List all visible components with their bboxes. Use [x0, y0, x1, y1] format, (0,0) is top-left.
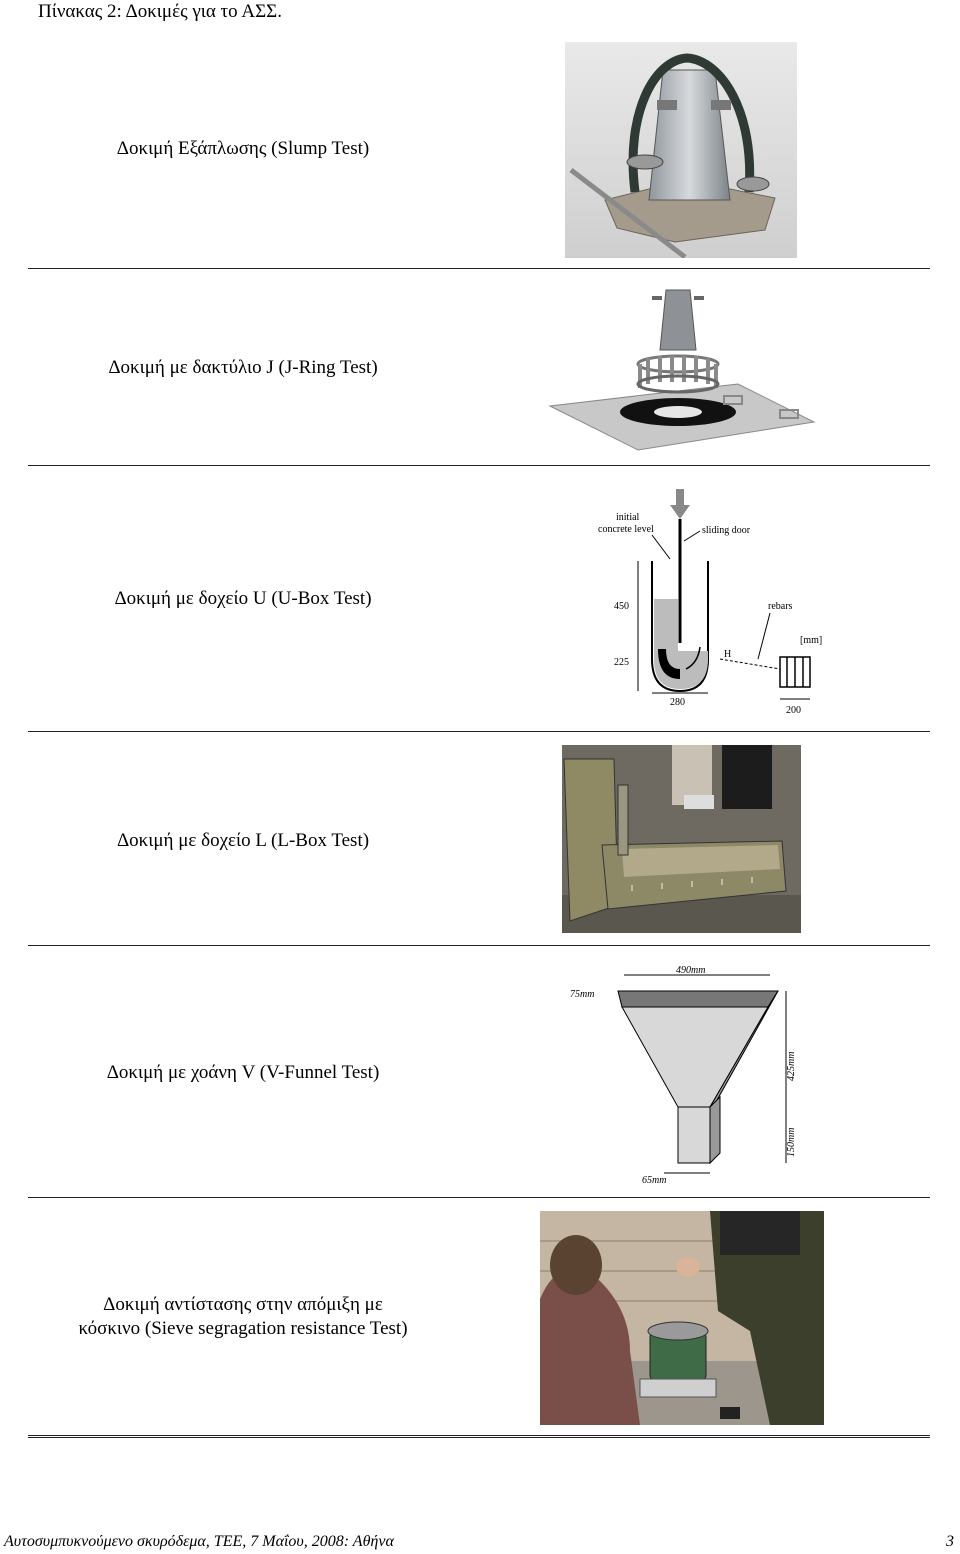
table-bottom-border — [28, 1435, 930, 1440]
v-funnel-diagram — [564, 961, 798, 1187]
ubox-hf-label: H — [724, 649, 732, 660]
row-divider — [28, 945, 930, 946]
j-ring-illustration — [548, 284, 818, 454]
ubox-initial-label: initial — [616, 512, 640, 523]
test-label-slump: Δοκιμή Εξάπλωσης (Slump Test) — [116, 138, 370, 159]
row-divider — [28, 465, 930, 466]
u-box-diagram — [560, 483, 840, 717]
ubox-200-label: 200 — [786, 705, 801, 716]
ubox-225-label: 225 — [614, 657, 629, 668]
ubox-concrete-level-label: concrete level — [598, 524, 654, 535]
vfunnel-height-outlet: 150mm — [786, 1127, 797, 1157]
slump-cone-photo — [565, 42, 797, 258]
test-row-lbox — [28, 733, 930, 945]
ubox-280-label: 280 — [670, 697, 685, 708]
page-number: 3 — [946, 1533, 954, 1550]
vfunnel-top-depth: 75mm — [570, 989, 595, 1000]
vfunnel-top-width: 490mm — [676, 965, 706, 976]
ubox-450-label: 450 — [614, 601, 629, 612]
row-divider — [28, 268, 930, 269]
l-box-photo — [562, 745, 801, 933]
ubox-unit-label: [mm] — [800, 635, 823, 646]
test-label-vfunnel: Δοκιμή με χοάνη V (V-Funnel Test) — [106, 1062, 380, 1083]
row-divider — [28, 1197, 930, 1198]
test-label-sieve — [28, 1293, 458, 1341]
test-row-vfunnel — [28, 947, 930, 1197]
test-row-jring — [28, 270, 930, 466]
footer-text: Αυτοσυμπυκνούμενο σκυρόδεμα, ΤΕΕ, 7 Μαΐου, 2008: Αθήνα — [4, 1533, 394, 1550]
test-label-lbox: Δοκιμή με δοχείο L (L-Box Test) — [116, 830, 370, 851]
test-label-sieve-line2: κόσκινο (Sieve segragation resistance Test) — [78, 1318, 408, 1339]
test-row-ubox — [28, 467, 930, 731]
row-divider — [28, 731, 930, 732]
vfunnel-height-cone: 425mm — [786, 1051, 797, 1081]
test-label-ubox: Δοκιμή με δοχείο U (U-Box Test) — [114, 588, 372, 609]
test-label-sieve-line1: Δοκιμή αντίστασης στην απόμιξη με — [103, 1294, 383, 1315]
test-label-jring: Δοκιμή με δακτύλιο J (J-Ring Test) — [108, 357, 378, 378]
test-row-slump — [28, 40, 930, 268]
ubox-sliding-door-label: sliding door — [702, 525, 751, 536]
table-caption: Πίνακας 2: Δοκιμές για το ΑΣΣ. — [38, 1, 282, 22]
page-footer — [4, 1532, 954, 1552]
test-row-sieve — [28, 1199, 930, 1435]
sieve-test-photo — [540, 1211, 824, 1425]
vfunnel-outlet-width: 65mm — [642, 1175, 667, 1186]
ubox-rebars-label: rebars — [768, 601, 793, 612]
